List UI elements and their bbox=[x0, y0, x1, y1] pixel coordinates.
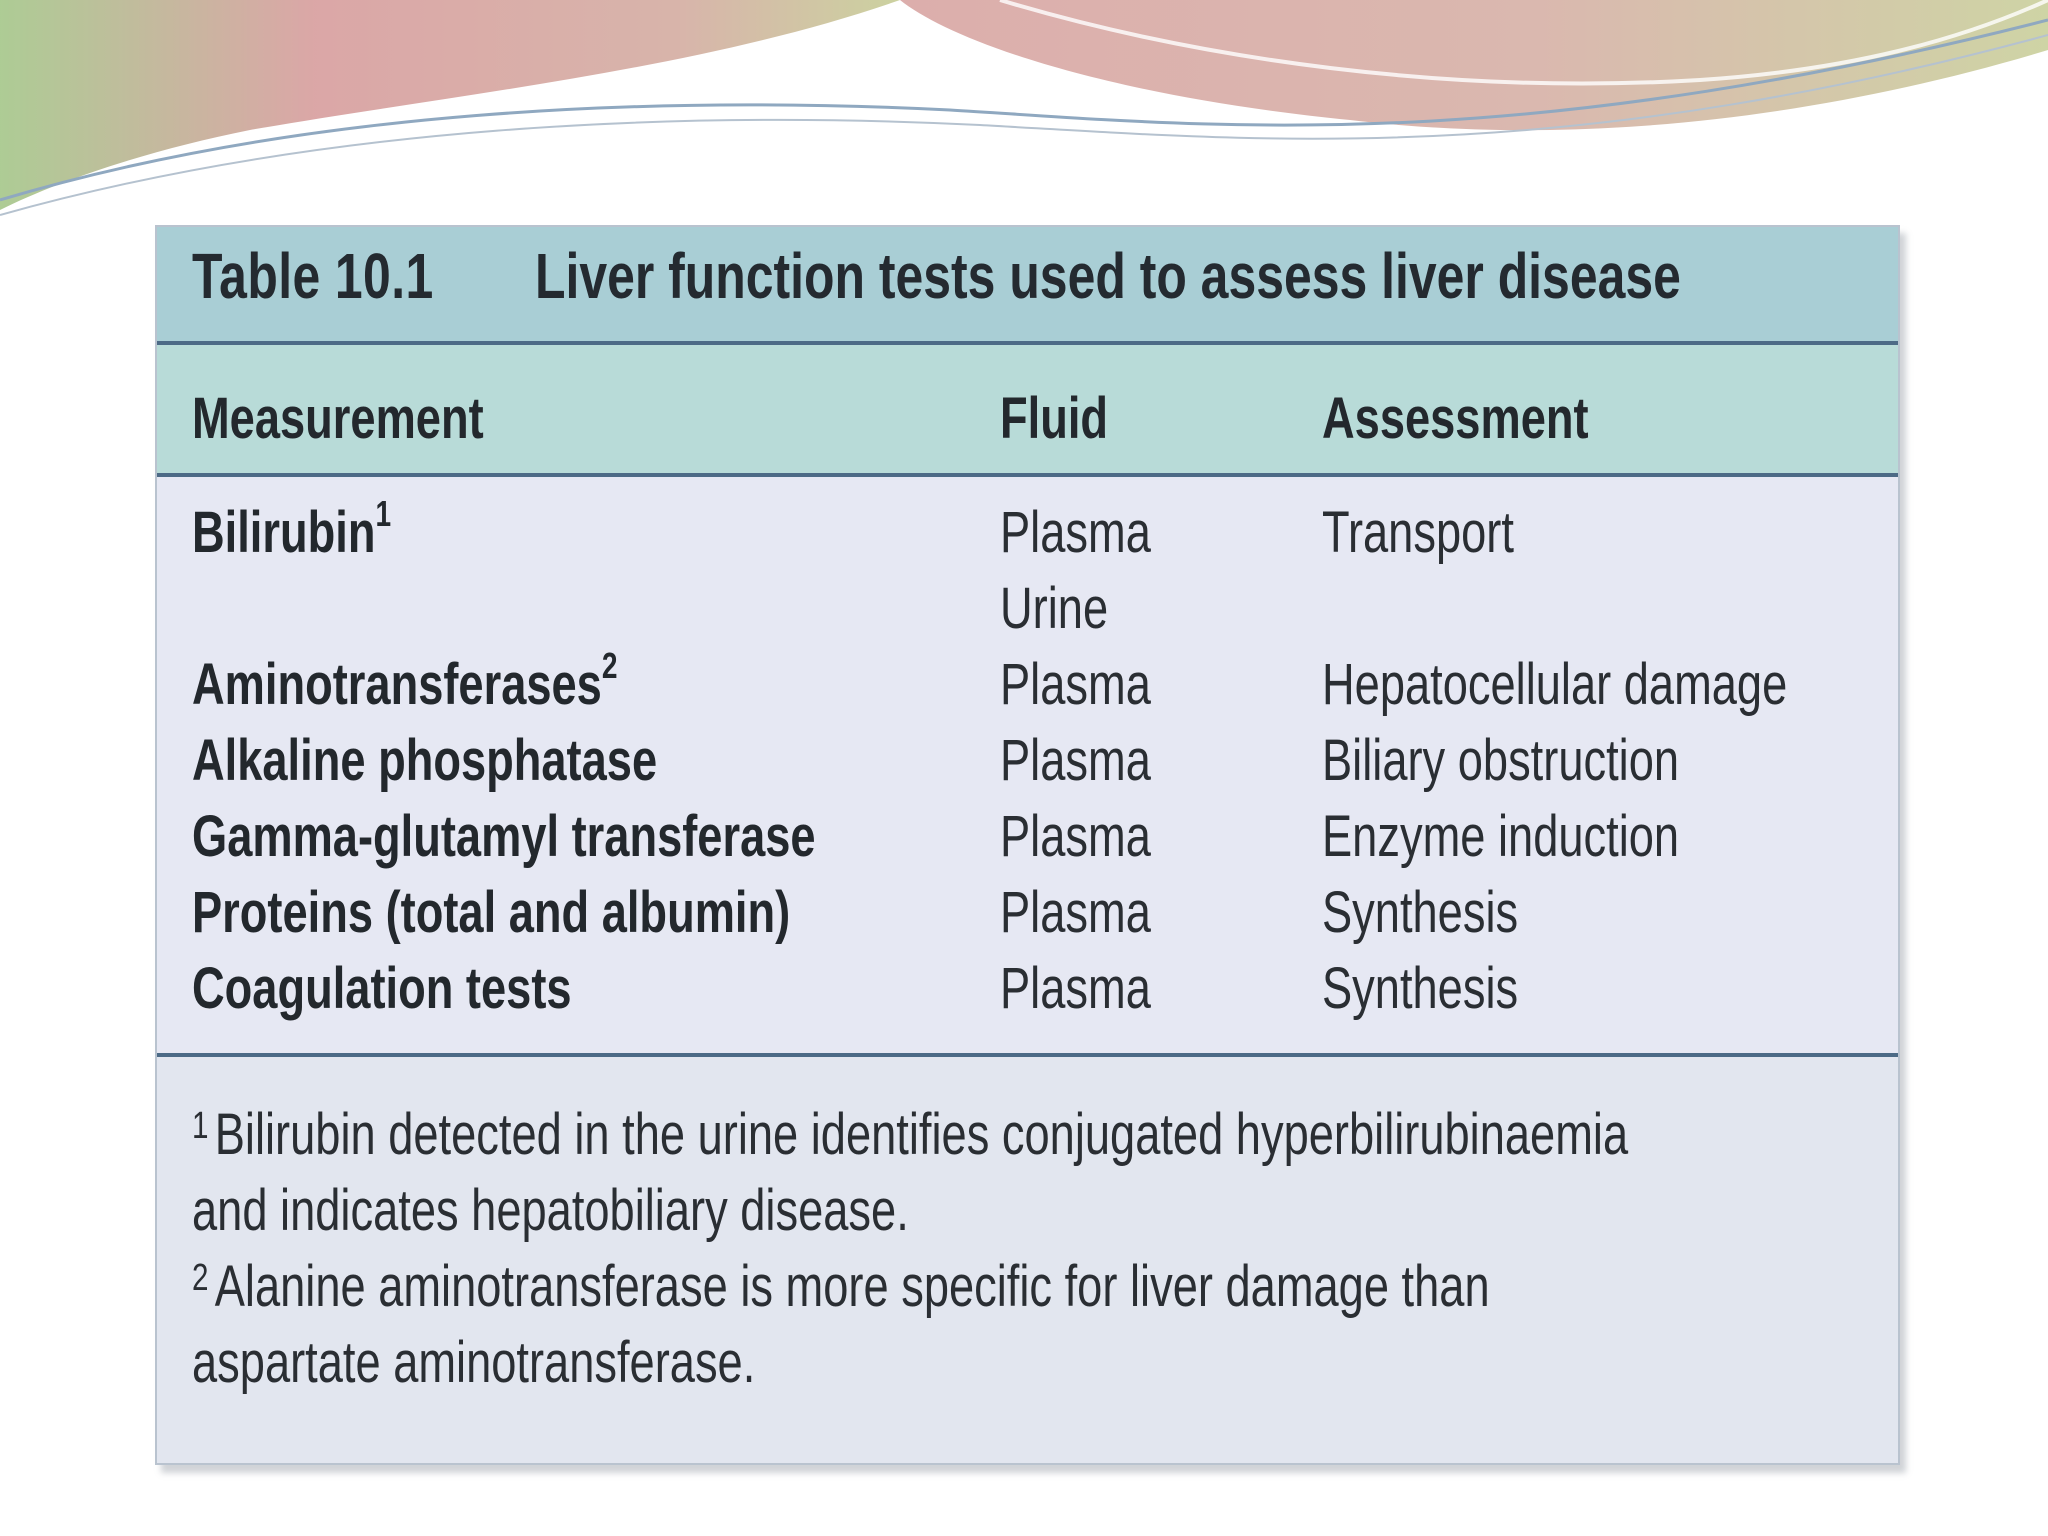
footnote-1-mark: 1 bbox=[192, 1105, 209, 1147]
liver-function-table bbox=[155, 225, 1900, 1465]
table-footnotes bbox=[157, 1057, 1898, 1463]
header-assessment: Assessment bbox=[1322, 386, 1589, 451]
footnote-2-line-2: aspartate aminotransferase. bbox=[192, 1330, 756, 1395]
cell-fluid: Plasma bbox=[1000, 652, 1151, 717]
table-title: Liver function tests used to assess liver disease bbox=[535, 240, 1681, 312]
cell-measurement bbox=[192, 644, 618, 723]
cell-measurement: Gamma-glutamyl transferase bbox=[192, 804, 816, 869]
cell-measurement: Alkaline phosphatase bbox=[192, 728, 658, 793]
cell-assessment: Transport bbox=[1322, 500, 1514, 565]
cell-fluid: Plasma bbox=[1000, 728, 1151, 793]
measurement-text: Bilirubin bbox=[192, 500, 376, 565]
decorative-header-wave bbox=[0, 0, 2048, 240]
cell-measurement: Coagulation tests bbox=[192, 956, 572, 1021]
header-fluid: Fluid bbox=[1000, 386, 1109, 451]
table-body bbox=[157, 477, 1898, 1057]
footnote-2-line-1 bbox=[192, 1249, 1490, 1332]
table-label: Table 10.1 bbox=[192, 240, 434, 312]
header-measurement: Measurement bbox=[192, 386, 484, 451]
cell-assessment: Hepatocellular damage bbox=[1322, 652, 1788, 717]
cell-fluid-secondary: Urine bbox=[1000, 576, 1109, 641]
footnote-marker: 2 bbox=[601, 644, 618, 686]
cell-assessment: Synthesis bbox=[1322, 880, 1519, 945]
cell-fluid: Plasma bbox=[1000, 500, 1151, 565]
table-header-row bbox=[157, 345, 1898, 477]
cell-assessment: Biliary obstruction bbox=[1322, 728, 1680, 793]
footnote-2-mark: 2 bbox=[192, 1257, 209, 1299]
footnote-marker: 1 bbox=[375, 492, 392, 534]
footnote-1-text: Bilirubin detected in the urine identifies conjugated hyperbilirubinaemia bbox=[214, 1102, 1629, 1167]
measurement-text: Aminotransferases bbox=[192, 652, 602, 717]
cell-assessment: Enzyme induction bbox=[1322, 804, 1680, 869]
cell-assessment: Synthesis bbox=[1322, 956, 1519, 1021]
table-title-bar bbox=[157, 227, 1898, 345]
footnote-1-line-2: and indicates hepatobiliary disease. bbox=[192, 1178, 909, 1243]
cell-fluid: Plasma bbox=[1000, 956, 1151, 1021]
cell-measurement bbox=[192, 492, 392, 571]
footnote-1-line-1 bbox=[192, 1097, 1628, 1180]
cell-fluid: Plasma bbox=[1000, 804, 1151, 869]
cell-measurement: Proteins (total and albumin) bbox=[192, 880, 791, 945]
cell-fluid: Plasma bbox=[1000, 880, 1151, 945]
footnote-2-text: Alanine aminotransferase is more specific for liver damage than bbox=[214, 1254, 1490, 1319]
